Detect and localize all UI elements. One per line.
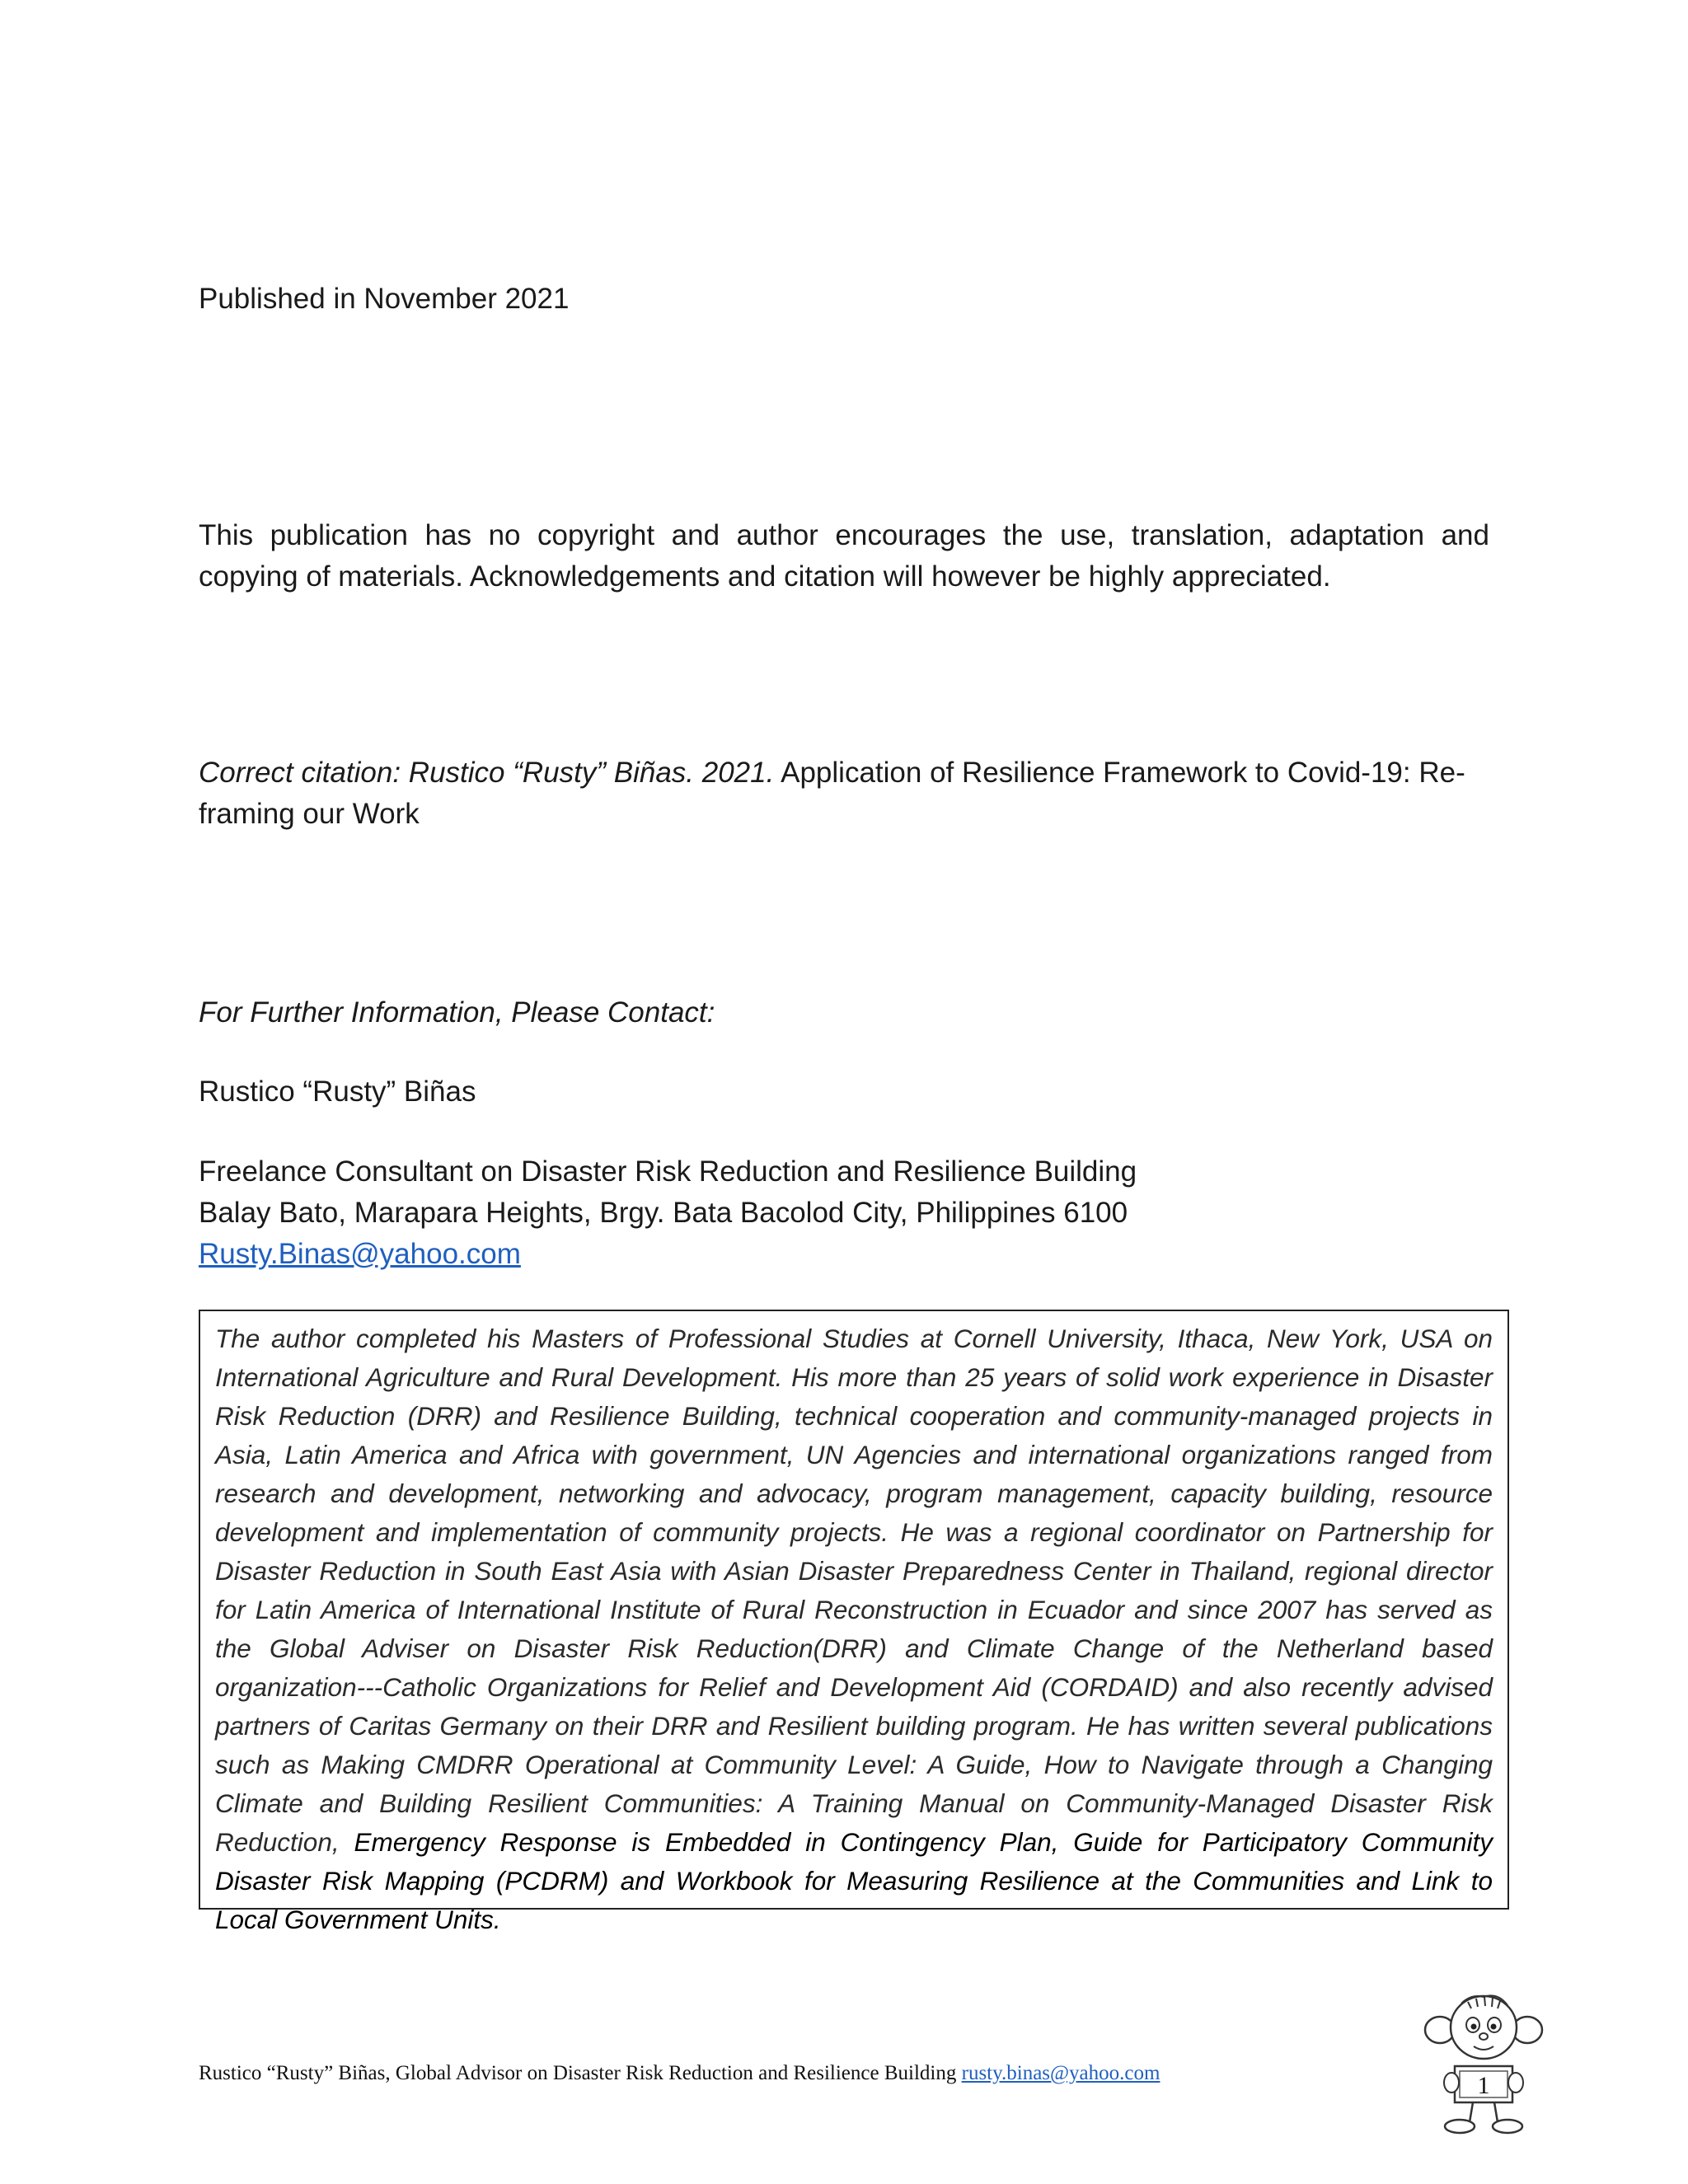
contact-role: Freelance Consultant on Disaster Risk Reduction and Resilience Building	[199, 1155, 1137, 1188]
citation	[199, 752, 1489, 835]
contact-address: Balay Bato, Marapara Heights, Brgy. Bata Bacolod City, Philippines 6100	[199, 1197, 1128, 1229]
citation-author-year: Correct citation: Rustico “Rusty” Biñas. 2021.	[199, 757, 775, 789]
footer-text: Rustico “Rusty” Biñas, Global Advisor on Disaster Risk Reduction and Resilience Building	[199, 2062, 957, 2084]
author-bio	[215, 1319, 1493, 1939]
contact-name: Rustico “Rusty” Biñas	[199, 1076, 476, 1108]
contact-heading: For Further Information, Please Contact:	[199, 996, 715, 1029]
citation-title: Application of Resilience Framework to Covid-19: Re-framing our Work	[199, 757, 1465, 830]
author-bio-box	[199, 1310, 1509, 1934]
author-bio-main: The author completed his Masters of Professional Studies at Cornell University, Ithaca, New York, USA on International Agriculture and Rural Development. His more than 25 years of solid work experience in Disaster Risk Reduction (DRR) and Resilience Building, technical cooperation and community-managed projects in Asia, Latin America and Africa with government, UN Agencies and international organizations ranged from research and development, networking and advocacy, program management, capacity building, resource development and implementation of community projects. He was a regional coordinator on Partnership for Disaster Reduction in South East Asia with Asian Disaster Preparedness Center in Thailand, regional director for Latin America of International Institute of Rural Reconstruction in Ecuador and since 2007 has served as the Global Adviser on Disaster Risk Reduction(DRR) and Climate Change of the Netherland based organization---Catholic Organizations for Relief and Development Aid (CORDAID) and also recently advised partners of Caritas Germany on their DRR and Resilient building program. He has written several publications such as Making CMDRR Operational at Community Level: A Guide, How to Navigate through a Changing Climate and Building Resilient Communities: A Training Manual on Community-Managed Disaster Risk Reduction,	[215, 1324, 1493, 1857]
author-bio-publications: Emergency Response is Embedded in Contingency Plan, Guide for Participatory Community Disaster Risk Mapping (PCDRM) and Workbook for Measuring Resilience at the Communities and Link to Local Government Units.	[215, 1827, 1493, 1934]
published-date: Published in November 2021	[199, 283, 570, 315]
copyright-notice: This publication has no copyright and author encourages the use, translation, adaptation and copying of materials. Acknowledgements and citation will however be highly appreciated.	[199, 519, 1489, 593]
footer-email-link[interactable]: rusty.binas@yahoo.com	[961, 2062, 1160, 2084]
contact-details	[199, 1151, 1489, 1275]
contact-email-link[interactable]: Rusty.Binas@yahoo.com	[199, 1238, 521, 1270]
page-number: 1	[1477, 2072, 1490, 2099]
page-footer	[199, 2060, 1160, 2087]
cartoon-mascot-icon	[1422, 1990, 1545, 2139]
